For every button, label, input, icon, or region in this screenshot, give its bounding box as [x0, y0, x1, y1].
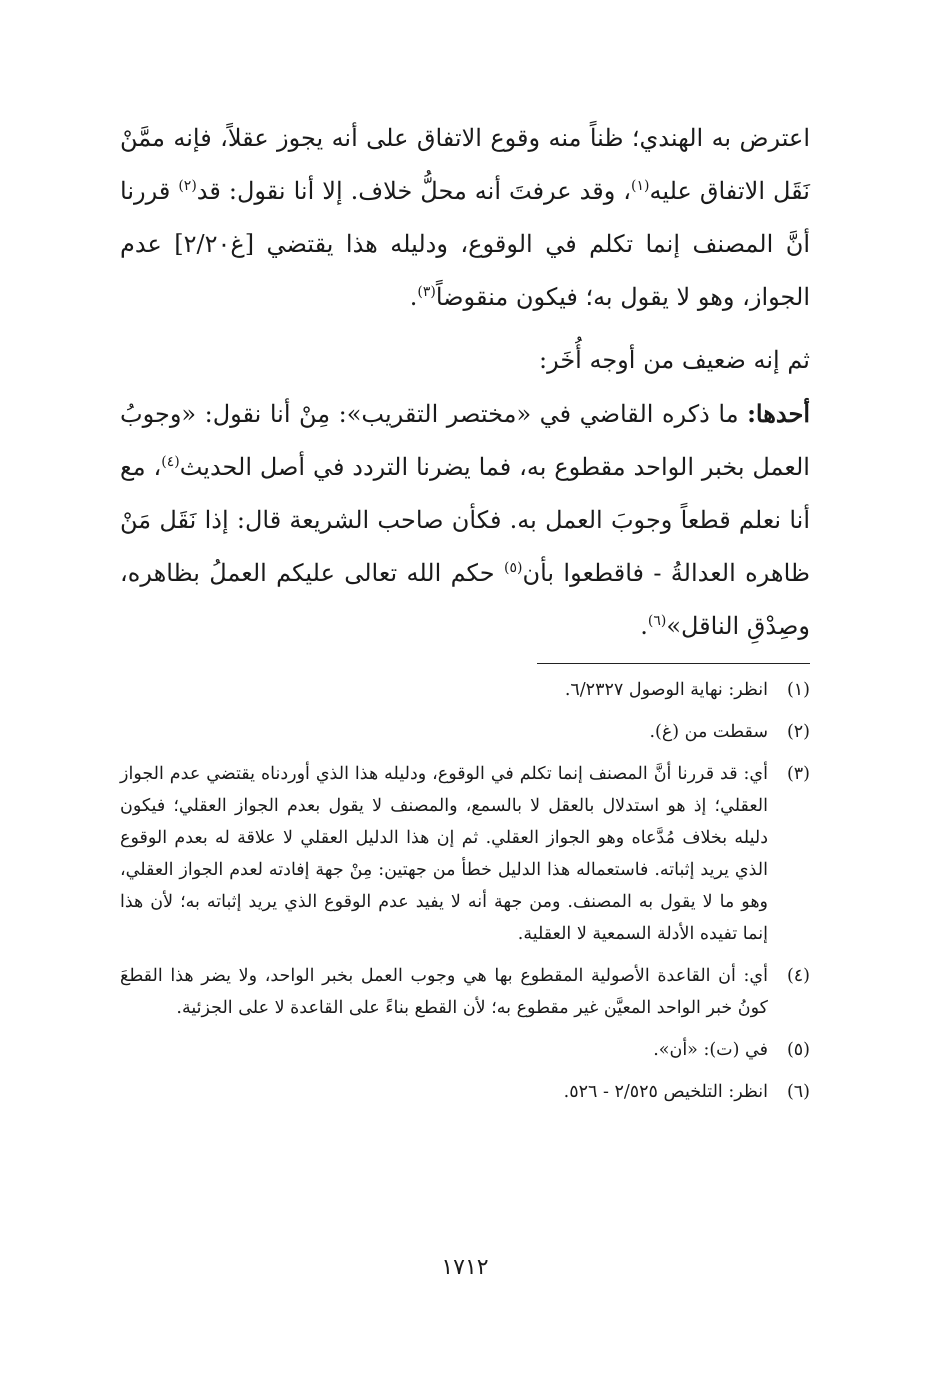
footnote-2: [120, 716, 810, 748]
footnote-text: أي: أن القاعدة الأصولية المقطوع بها هي وجوب العمل بخبر الواحد، ولا يضر هذا القطعَ كونُ خبر الواحد المعيَّن غير مقطوع به؛ لأن القطع بناءً على القاعدة لا على الجزئية.: [120, 966, 768, 1018]
document-page: [120, 112, 810, 1342]
footnote-6: [120, 1076, 810, 1108]
text-run: ، مع أنا نعلم قطعاً وجوبَ العمل به. فكأن صاحب الشريعة قال: إذا نَقَل مَنْ ظاهره العدالةُ - فاقطعوا بأن: [120, 453, 810, 587]
footnote-5: [120, 1034, 810, 1066]
footnote-number: (٥): [786, 1040, 810, 1060]
footnote-4: [120, 960, 810, 1024]
text-run: ما ذكره القاضي في «مختصر التقريب»: مِنْ أنا نقول: «وجوبُ العمل بخبر الواحد مقطوع به، فما يضرنا التردد في أصل الحديث: [120, 400, 810, 481]
footnote-number: (٦): [786, 1082, 810, 1102]
footnotes: [120, 674, 810, 1108]
text-run: ، وقد عرفتَ أنه محلُّ خلاف. إلا أنا نقول: قد: [196, 177, 632, 205]
footnote-number: (٤): [786, 966, 810, 986]
footnote-text: سقطت من (غ).: [649, 722, 768, 742]
footnote-marker-4[interactable]: (٤): [161, 454, 180, 470]
paragraph-3: [120, 387, 810, 653]
text-run: قررنا أنَّ المصنف إنما تكلم في الوقوع، ودليله هذا يقتضي [غ٢/٢٠] عدم الجواز، وهو لا يقول به؛ فيكون منقوضاً: [120, 177, 810, 311]
text-run: .: [640, 612, 648, 640]
text-run: اعترض به الهندي؛ ظناً منه وقوع الاتفاق على أنه يجوز عقلاً، فإنه ممَّنْ نَقَل الاتفاق عليه: [120, 124, 810, 205]
footnote-text: في (ت): «أن».: [653, 1040, 768, 1060]
footnote-1: [120, 674, 810, 706]
footnote-number: (٣): [786, 764, 810, 784]
footnote-marker-3[interactable]: (٣): [417, 284, 436, 300]
footnote-marker-6[interactable]: (٦): [647, 613, 667, 629]
footnote-number: (٢): [786, 722, 810, 742]
page-number: ١٧١٢: [441, 1255, 489, 1280]
text-run: حكم الله تعالى عليكم العملُ بظاهره، وصِدْقِ الناقل»: [120, 559, 810, 640]
footnote-marker-2[interactable]: (٢): [178, 178, 197, 194]
paragraph-1: [120, 112, 810, 324]
footnote-3: [120, 758, 810, 950]
point-heading: أحدها:: [747, 399, 810, 428]
main-text: [120, 112, 810, 653]
footnote-marker-1[interactable]: (١): [631, 178, 650, 194]
footnote-separator: [537, 663, 810, 664]
footnote-text: انظر: نهاية الوصول ٦/٢٣٢٧.: [564, 680, 768, 700]
footnote-number: (١): [786, 680, 810, 700]
paragraph-2: ثم إنه ضعيف من أوجه أُخَر:: [539, 346, 810, 374]
footnote-text: انظر: التلخيص ٢/٥٢٥ - ٥٢٦.: [563, 1082, 768, 1102]
footnote-marker-5[interactable]: (٥): [503, 560, 523, 576]
footnote-text: أي: قد قررنا أنَّ المصنف إنما تكلم في الوقوع، ودليله هذا الذي أوردناه يقتضي عدم الجواز العقلي؛ إذ هو استدلال بالعقل لا بالسمع، والمصنف لا يقول بعدم الجواز العقلي؛ فيكون دليله بخلاف مُدَّعاه وهو الجواز العقلي. ثم إن هذا الدليل العقلي لا علاقة له بعدم الوقوع الذي يريد إثباته. فاستعماله هذا الدليل خطأ من جهتين: مِنْ جهة إفادته لعدم الجواز العقلي، وهو ما لا يقول به المصنف. ومن جهة أنه لا يفيد عدم الوقوع الذي يريد إثباته به؛ لأن هذا إنما تفيده الأدلة السمعية لا العقلية.: [120, 764, 768, 944]
text-run: .: [409, 283, 418, 311]
